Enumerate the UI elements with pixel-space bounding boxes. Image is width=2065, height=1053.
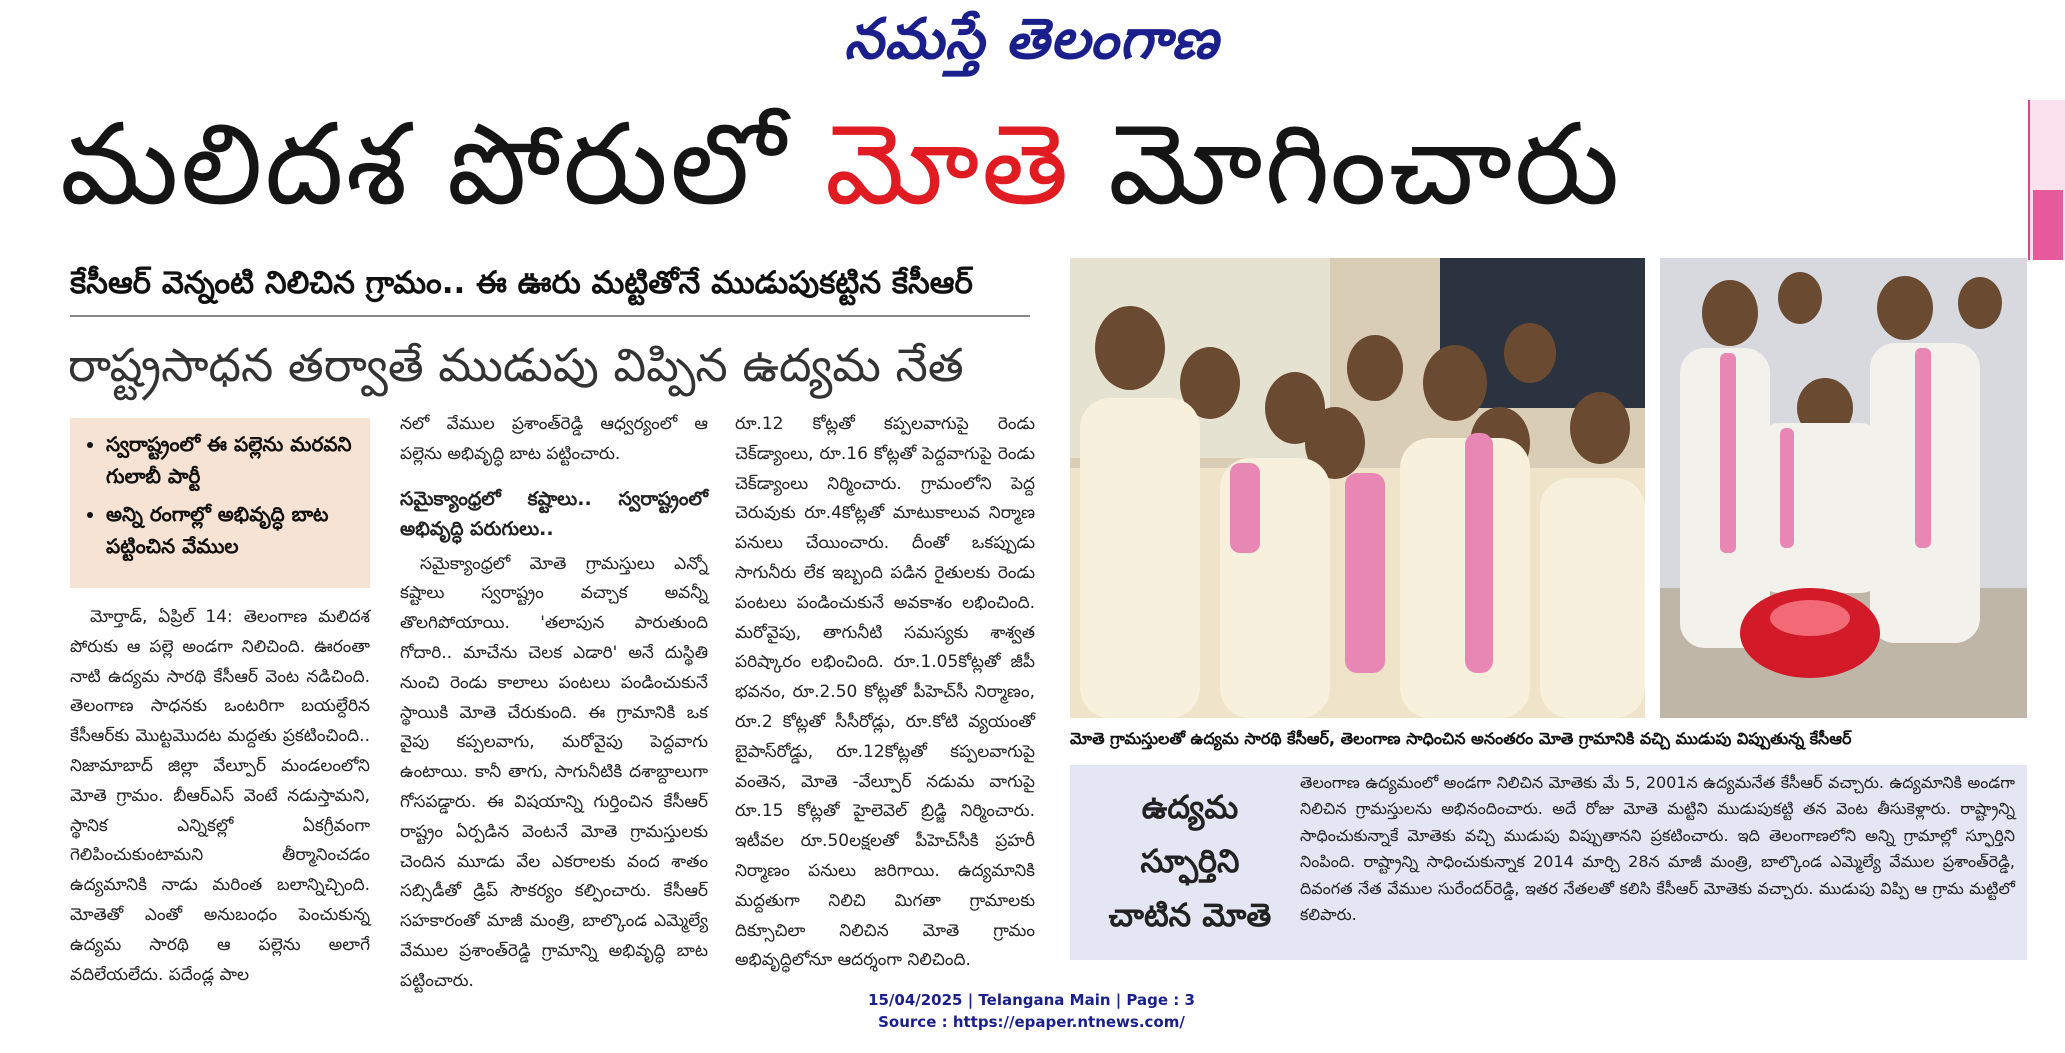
headline-highlight: మోతె <box>824 100 1071 230</box>
article-paragraph: మోర్తాడ్, ఏప్రిల్ 14: తెలంగాణ మలిదశ పోరుకు ఆ పల్లె అండగా నిలిచింది. ఊరంతా నాటి ఉద్యమ సారథి కేసీఆర్ వెంట నడిచింది. తెలంగాణ సాధనకు ఒంటరిగా బయల్దేరిన కేసీఆర్‌కు మొట్టమొదట మద్దతు ప్రకటించింది.. నిజామాబాద్ జిల్లా వేల్పూర్ మండలంలోని మోతె గ్రామం. బీఆర్ఎస్ వెంటే నడుస్తామని, స్థానిక ఎన్నికల్లో ఏకగ్రీవంగా గెలిపించుకుంటామని తీర్మానించడం ఉద్యమానికి నాడు మరింత బలాన్నిచ్చింది. మోతెతో ఎంతో అనుబంధం పెంచుకున్న ఉద్యమ సారథి ఆ పల్లెను అలాగే వదిలేయలేదు. పదేండ్ల పాల <box>70 607 370 985</box>
article-column-2 <box>400 410 708 991</box>
article-subhead: సమైక్యాంధ్రలో కష్టాలు.. స్వరాష్ట్రంలో అభివృద్ధి పరుగులు.. <box>400 487 708 540</box>
photo-kcr-untying-offering <box>1660 258 2027 718</box>
sidebar-title-line: చాటిన మోతె <box>1108 896 1272 934</box>
sidebar-title-line: ఉద్యమ <box>1141 788 1239 826</box>
source-link[interactable]: Source : https://epaper.ntnews.com/ <box>878 1013 1185 1031</box>
adjacent-ad-image <box>2033 190 2063 260</box>
sidebar-box-body: తెలంగాణ ఉద్యమంలో అండగా నిలిచిన మోతెకు మే 5, 2001న ఉద్యమనేత కేసీఆర్ వచ్చారు. ఉద్యమానికి అండగా నిలిచిన గ్రామస్తులను అభినందించారు. అదే రోజు మోతె మట్టిని ముడుపుకట్టి తన వెంట తీసుకెళ్లారు. రాష్ట్రాన్ని సాధించుకున్నాకే మోతెకు వచ్చి ముడుపు విప్పుతానని ప్రకటించారు. ఇది తెలంగాణలోని అన్ని గ్రామాల్లో స్ఫూర్తిని నింపింది. రాష్ట్రాన్ని సాధించుకున్నాక 2014 మార్చి 28న మాజీ మంత్రి, బాల్కొండ ఎమ్మెల్యే వేముల ప్రశాంత్‌రెడ్డి, దివంగత నేత వేముల సురేందర్‌రెడ్డి, ఇతర నేతలతో కలిసి కేసీఆర్ మోతెకు వచ్చారు. ముడుపు విప్పి ఆ గ్రామ మట్టిలో కలిపారు. <box>1300 773 2015 925</box>
edition-info: 15/04/2025 | Telangana Main | Page : 3 <box>868 991 1195 1009</box>
article-column-1 <box>70 603 370 985</box>
article-paragraph: సమైక్యాంధ్రలో మోతె గ్రామస్తులు ఎన్నో కష్టాలు స్వరాష్ట్రం వచ్చాక అవన్నీ తొలగిపోయాయి. 'తలాపున పారుతుంది గోదారి.. మాచేను చెలక ఎడారి' అనే దుస్థితి నుంచి రెండు కాలాలు పంటలు పండించుకునే స్థాయికి మోతె చేరుకుంది. ఈ గ్రామానికి ఒక వైపు కప్పలవాగు, మరోవైపు పెద్దవాగు ఉంటాయి. కానీ తాగు, సాగునీటికి దశాబ్దాలుగా గోసపడ్డారు. ఈ విషయాన్ని గుర్తించిన కేసీఆర్ రాష్ట్రం ఏర్పడిన వెంటనే మోతె గ్రామస్తులకు చెందిన మూడు వేల ఎకరాలకు వంద శాతం సబ్సిడీతో డ్రిప్ సౌకర్యం కల్పించారు. కేసీఆర్ సహకారంతో మాజీ మంత్రి, బాల్కొండ ఎమ్మెల్యే వేముల ప్రశాంత్‌రెడ్డి గ్రామాన్ని అభివృద్ధి బాట పట్టించారు. <box>400 553 708 991</box>
highlight-item: • స్వరాష్ట్రంలో ఈ పల్లెను మరవని గులాబీ పార్టీ <box>106 428 356 492</box>
divider <box>70 315 1030 317</box>
photo-villagers-with-kcr <box>1070 258 1645 718</box>
kicker: కేసీఆర్ వెన్నంటి నిలిచిన గ్రామం.. ఈ ఊరు మట్టితోనే ముడుపుకట్టిన కేసీఆర్ <box>70 265 973 301</box>
highlight-item: • అన్ని రంగాల్లో అభివృద్ధి బాట పట్టించిన వేముల <box>106 498 356 562</box>
highlights-box <box>70 418 370 588</box>
article-paragraph: రూ.12 కోట్లతో కప్పలవాగుపై రెండు చెక్‌డ్యాంలు, రూ.16 కోట్లతో పెద్దవాగుపై రెండు చెక్‌డ్యాంలు నిర్మించారు. గ్రామంలోని పెద్ద చెరువుకు రూ.4కోట్లతో మాటుకాలువ నిర్మాణ పనులు చేయించారు. దీంతో ఒకప్పుడు సాగునీరు లేక ఇబ్బంది పడిన రైతులకు రెండు పంటలు పండించుకునే అవకాశం లభించింది. మరోవైపు, తాగునీటి సమస్యకు శాశ్వత పరిష్కారం లభించింది. రూ.1.05కోట్లతో జీపీ భవనం, రూ.2.50 కోట్లతో పీహెచ్‌సీ నిర్మాణం, రూ.2 కోట్లతో సీసీరోడ్లు, రూ.కోటి వ్యయంతో బైపాస్‌రోడ్డు, రూ.12కోట్లతో కప్పలవాగుపై వంతెన, మోతె -వేల్పూర్ నడుమ వాగుపై రూ.15 కోట్లతో హైలెవెల్ బ్రిడ్జి నిర్మించారు. ఇటీవల రూ.50లక్షలతో పీహెచ్‌సీకి ప్రహరీ నిర్మాణం పనులు జరిగాయి. ఉద్యమానికి మద్దతుగా నిలిచి మిగతా గ్రామాలకు దిక్సూచిలా నిలిచిన మోతె గ్రామం అభివృద్ధిలోనూ ఆదర్శంగా నిలిచింది. <box>735 414 1035 971</box>
sidebar-box-title <box>1090 780 1290 950</box>
headline <box>60 90 2020 240</box>
article-column-3 <box>735 410 1035 971</box>
newspaper-masthead: నమస్తే తెలంగాణ <box>844 6 1219 72</box>
photo-caption: మోతె గ్రామస్తులతో ఉద్యమ సారథి కేసీఆర్, తెలంగాణ సాధించిన అనంతరం మోతె గ్రామానికి వచ్చి ముడుపు విప్పుతున్న కేసీఆర్ <box>1070 729 1852 748</box>
headline-part-1: మలిదశ పోరులో <box>60 100 788 230</box>
headline-part-2: మోగించారు <box>1108 100 1622 230</box>
article-paragraph: నలో వేముల ప్రశాంత్‌రెడ్డి ఆధ్వర్యంలో ఆ పల్లెను అభివృద్ధి బాట పట్టించారు. <box>400 414 708 464</box>
deck-headline: రాష్ట్రసాధన తర్వాతే ముడుపు విప్పిన ఉద్యమ నేత <box>68 338 964 392</box>
sidebar-title-line: స్ఫూర్తిని <box>1140 842 1240 880</box>
